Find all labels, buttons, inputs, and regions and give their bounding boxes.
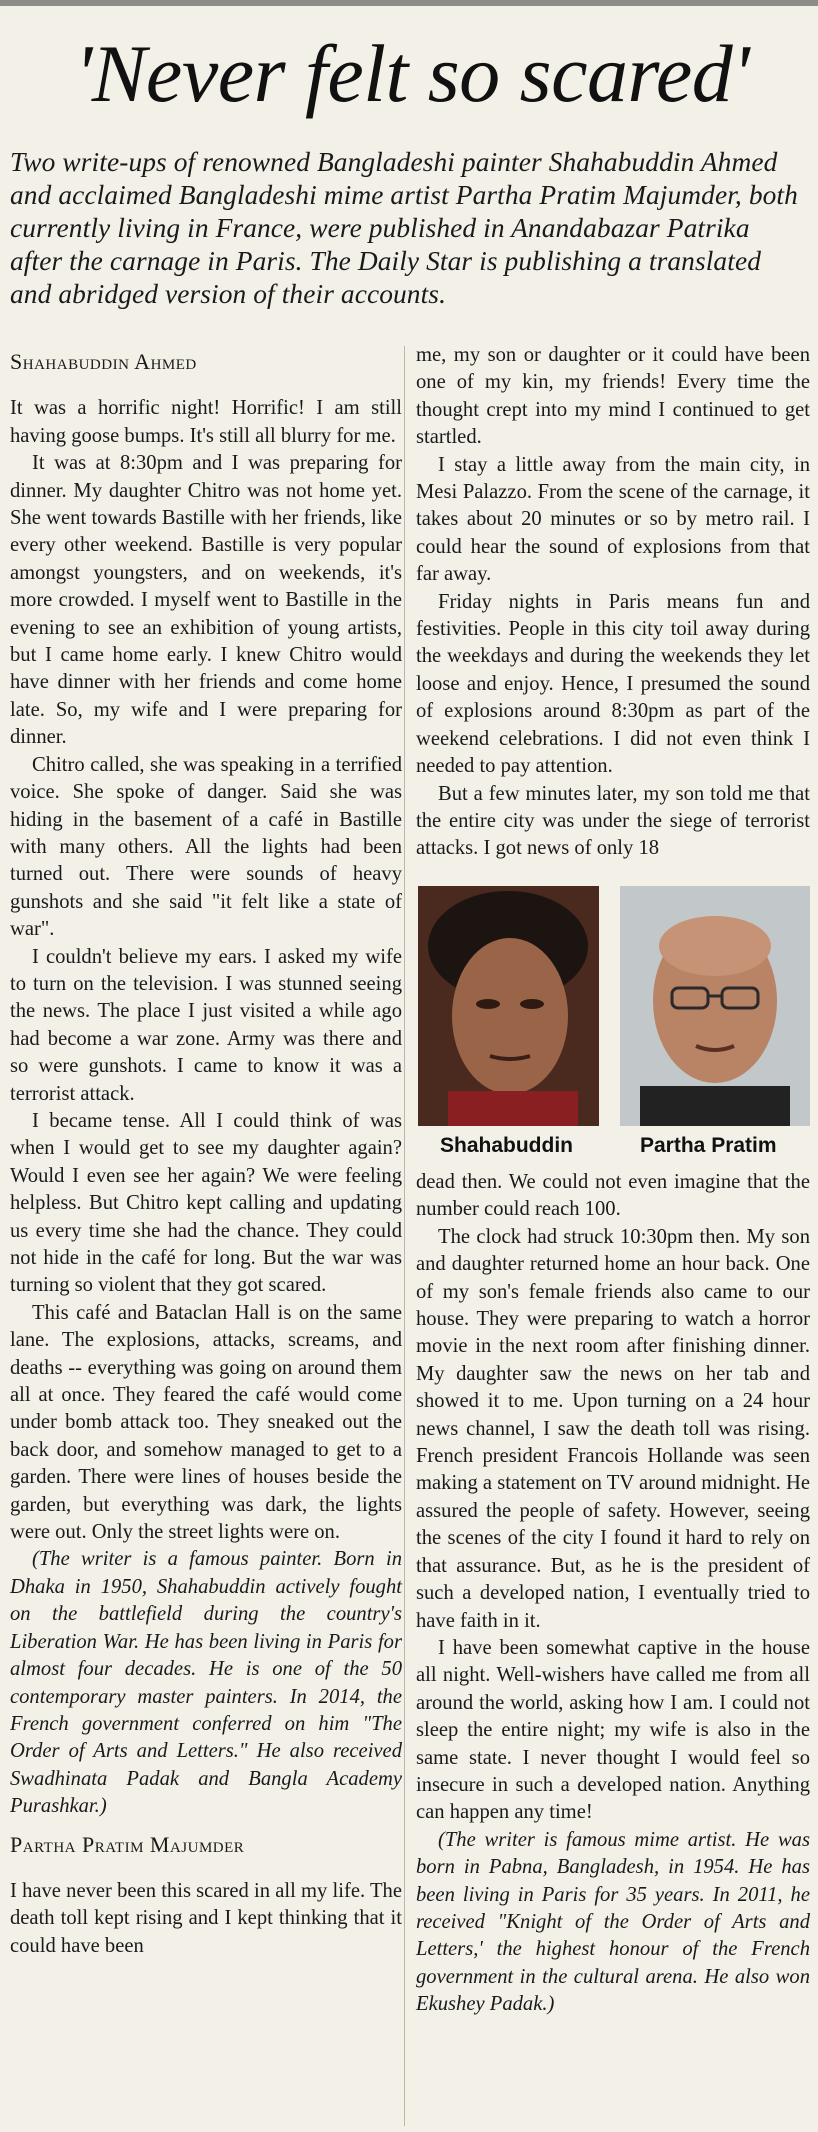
right-column-bottom: [416, 1169, 810, 2019]
article1-paragraph: It was a horrific night! Horrific! I am still having goose bumps. It's still all blurry for me.: [10, 397, 402, 447]
article2-writer-note: (The writer is famous mime artist. He was born in Pabna, Bangladesh, in 1954. He has been living in Paris for 35 years. In 2011, he received "Knight of the Order of Arts and Letters,' the highest honour of the French government in the cultural arena. He also won Ekushey Padak.): [416, 1828, 810, 2016]
article1-writer-note: (The writer is a famous painter. Born in Dhaka in 1950, Shahabuddin actively fought on the battlefield during the country's Liberation War. He has been living in Paris for almost four decades. He is one of the 50 contemporary master painters. In 2014, the French government conferred on him "The Order of Arts and Letters." He also received Swadhinata Padak and Bangla Academy Purashkar.): [10, 1548, 402, 1818]
article1-paragraph: It was at 8:30pm and I was preparing for dinner. My daughter Chitro was not home yet. She went towards Bastille with her friends, like every other weekend. Bastille is very popular amongst youngsters, and on weekends, it's more crowded. I myself went to Bastille in the evening to see an exhibition of young artists, but I came home early. I knew Chitro would have dinner with her friends and come home late. So, my wife and I were preparing for dinner.: [10, 452, 402, 749]
article2-after-photos: dead then. We could not even imagine that the number could reach 100.: [416, 1171, 810, 1221]
article2-paragraph: Friday nights in Paris means fun and festivities. People in this city toil away during the weekdays and during the weekends they let loose and enjoy. Hence, I presumed the sound of explosions around 8:30pm as part of the weekend celebrations. I did not even think I needed to pay attention.: [416, 590, 810, 778]
article1-paragraph: I became tense. All I could think of was when I would get to see my daughter again? Would I even see her again? We were feeling helpless. But Chitro kept calling and updating us every time she had the chance. They could not hide in the café for long. But the war was turning so violent that they got scared.: [10, 1109, 402, 1297]
article2-paragraph: But a few minutes later, my son told me that the entire city was under the siege of terrorist attacks. I got news of only 18: [416, 782, 810, 860]
newspaper-page: [0, 6, 818, 2132]
article1-paragraph: I couldn't believe my ears. I asked my wife to turn on the television. I was stunned seeing the news. The place I just visited a while ago had become a war zone. Army was there and so were gunshots. I came to know it was a terrorist attack.: [10, 945, 402, 1105]
article2-paragraph: I stay a little away from the main city, in Mesi Palazzo. From the scene of the carnage, it takes about 20 minutes or so by metro rail. I could hear the sound of explosions from that far away.: [416, 453, 810, 586]
article2-opening: I have never been this scared in all my life. The death toll kept rising and I kept thinking that it could have been: [10, 1879, 402, 1957]
column-divider: [404, 346, 405, 2126]
article2-paragraph: I have been somewhat captive in the house all night. Well-wishers have called me from all around the world, asking how I am. I could not sleep the entire night; my wife is also in the same state. I never thought I would feel so insecure in such a developed nation. Anything can happen any time!: [416, 1636, 810, 1824]
byline-shahabuddin: Shahabuddin Ahmed: [10, 349, 197, 374]
photo-block: [418, 886, 810, 1170]
intro-deck: Two write-ups of renowned Bangladeshi painter Shahabuddin Ahmed and acclaimed Bangladeshi mime artist Partha Pratim Majumder, both currently living in France, were published in Anandabazar Patrika after the carnage in Paris. The Daily Star is publishing a translated and abridged version of their accounts.: [10, 147, 798, 309]
byline-partha: Partha Pratim Majumder: [10, 1831, 245, 1857]
caption-partha-pratim: Partha Pratim: [640, 1134, 777, 1157]
article1-paragraph: Chitro called, she was speaking in a terrified voice. She spoke of danger. Said she was hiding in the basement of a café in Bastille with many others. All the lights had been turned out. There were sounds of heavy gunshots and she said "it felt like a state of war".: [10, 753, 402, 941]
article2-continued: me, my son or daughter or it could have been one of my kin, my friends! Every time the thought crept into my mind I continued to get startled.: [416, 344, 810, 449]
left-column: [10, 342, 402, 1960]
headline: 'Never felt so scared': [74, 28, 750, 119]
portrait-partha-drawing: [620, 886, 810, 1126]
caption-shahabuddin: Shahabuddin: [440, 1134, 573, 1157]
portrait-partha-pratim: [620, 886, 810, 1126]
article1-paragraph: This café and Bataclan Hall is on the same lane. The explosions, attacks, screams, and deaths -- everything was going on around them all at once. They feared the café would come under bomb attack too. They sneaked out the back door, and somehow managed to get to a garden. There were lines of houses beside the garden, but everything was dark, the lights were out. Only the street lights were on.: [10, 1301, 402, 1544]
portrait-shahabuddin: [418, 886, 599, 1126]
portrait-shahabuddin-drawing: [418, 886, 599, 1126]
right-column-top: [416, 342, 810, 863]
article2-paragraph: The clock had struck 10:30pm then. My son and daughter returned home an hour back. One of my son's female friends also came to our house. They were preparing to watch a horror movie in the next room after finishing dinner. My daughter saw the news on her tab and showed it to me. Upon turning on a 24 hour news channel, I saw the death toll was rising. French president Francois Hollande was seen making a statement on TV around midnight. He assured the people of safety. However, seeing the scenes of the city I found it hard to rely on that assurance. But, as he is the president of such a developed nation, I eventually tried to have faith in it.: [416, 1225, 810, 1632]
